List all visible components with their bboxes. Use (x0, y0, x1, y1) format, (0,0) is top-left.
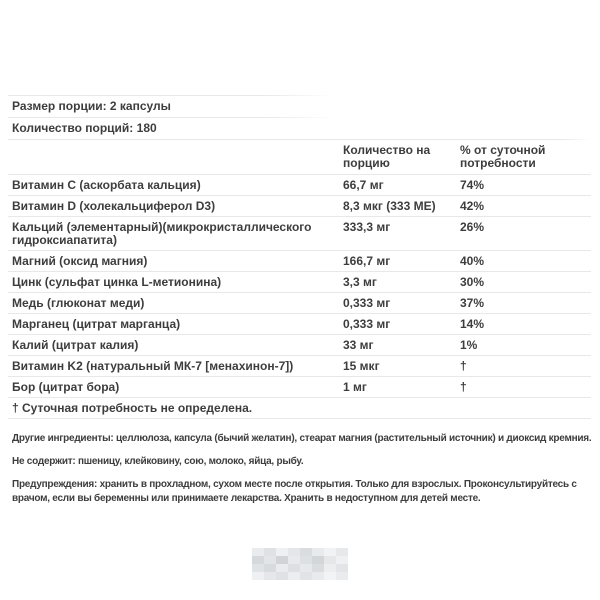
nutrient-amount: 1 мг (343, 380, 367, 394)
nutrient-daily-value: 42% (460, 199, 485, 213)
nutrient-amount: 33 мг (343, 338, 374, 352)
nutrient-daily-value: † (460, 380, 467, 394)
nutrient-daily-value: 30% (460, 275, 485, 289)
nutrient-amount: 0,333 мг (343, 317, 391, 331)
col-header-daily-value: % от суточной потребности (460, 143, 546, 170)
blurred-watermark (252, 548, 348, 580)
table-row (8, 251, 591, 272)
nutrient-label: Медь (глюконат меди) (12, 296, 145, 310)
serving-info (8, 95, 335, 139)
nutrient-amount: 333,3 мг (343, 220, 391, 234)
table-row (8, 335, 591, 356)
nutrient-daily-value: 37% (460, 296, 485, 310)
nutrient-label: Калий (цитрат калия) (12, 338, 139, 352)
nutrient-amount: 0,333 мг (343, 296, 391, 310)
servings-per-container (8, 117, 335, 139)
table-row (8, 377, 591, 398)
servings-per-container-text: Количество порций: 180 (12, 121, 157, 135)
nutrient-label: Бор (цитрат бора) (12, 380, 120, 394)
table-row (8, 356, 591, 377)
nutrient-amount: 15 мкг (343, 359, 380, 373)
serving-size (8, 95, 335, 117)
nutrient-daily-value: 40% (460, 254, 485, 268)
table-row (8, 272, 591, 293)
table-row (8, 196, 591, 217)
table-row (8, 217, 591, 251)
nutrient-amount: 166,7 мг (343, 254, 391, 268)
warnings: Предупреждения: хранить в прохладном, сухом месте после открытия. Только для взрослых. Проконсультируйтесь с врачом, если вы беременны или принимаете лекарства. Хранить в недоступном для детей месте. (12, 479, 577, 504)
table-row (8, 293, 591, 314)
table-row (8, 314, 591, 335)
nutrient-daily-value: 14% (460, 317, 485, 331)
serving-size-text: Размер порции: 2 капсулы (12, 99, 171, 113)
nutrient-daily-value: 1% (460, 338, 478, 352)
col-header-amount: Количество на порцию (343, 143, 431, 170)
nutrient-label: Витамин C (аскорбата кальция) (12, 178, 201, 192)
nutrient-label: Магний (оксид магния) (12, 254, 148, 268)
nutrient-daily-value: † (460, 359, 467, 373)
facts-table (8, 139, 591, 419)
daily-value-footnote: † Суточная потребность не определена. (8, 398, 591, 419)
nutrient-label: Марганец (цитрат марганца) (12, 317, 181, 331)
nutrient-label: Кальций (элементарный)(микрокристаллического гидроксиапатита) (12, 220, 312, 247)
does-not-contain: Не содержит: пшеницу, клейковину, сою, молоко, яйца, рыбу. (12, 456, 304, 467)
nutrient-daily-value: 26% (460, 220, 485, 234)
nutrient-label: Витамин D (холекальциферол D3) (12, 199, 216, 213)
other-ingredients: Другие ингредиенты: целлюлоза, капсула (бычий желатин), стеарат магния (растительный источник) и диоксид кремния. (12, 433, 592, 444)
nutrient-amount: 8,3 мкг (333 МЕ) (343, 199, 436, 213)
nutrient-label: Цинк (сульфат цинка L-метионина) (12, 275, 222, 289)
nutrient-label: Витамин K2 (натуральный МК-7 [менахинон-7]) (12, 359, 294, 373)
nutrient-amount: 3,3 мг (343, 275, 377, 289)
table-row (8, 175, 591, 196)
nutrient-daily-value: 74% (460, 178, 485, 192)
table-header-row (8, 140, 591, 175)
nutrient-amount: 66,7 мг (343, 178, 384, 192)
